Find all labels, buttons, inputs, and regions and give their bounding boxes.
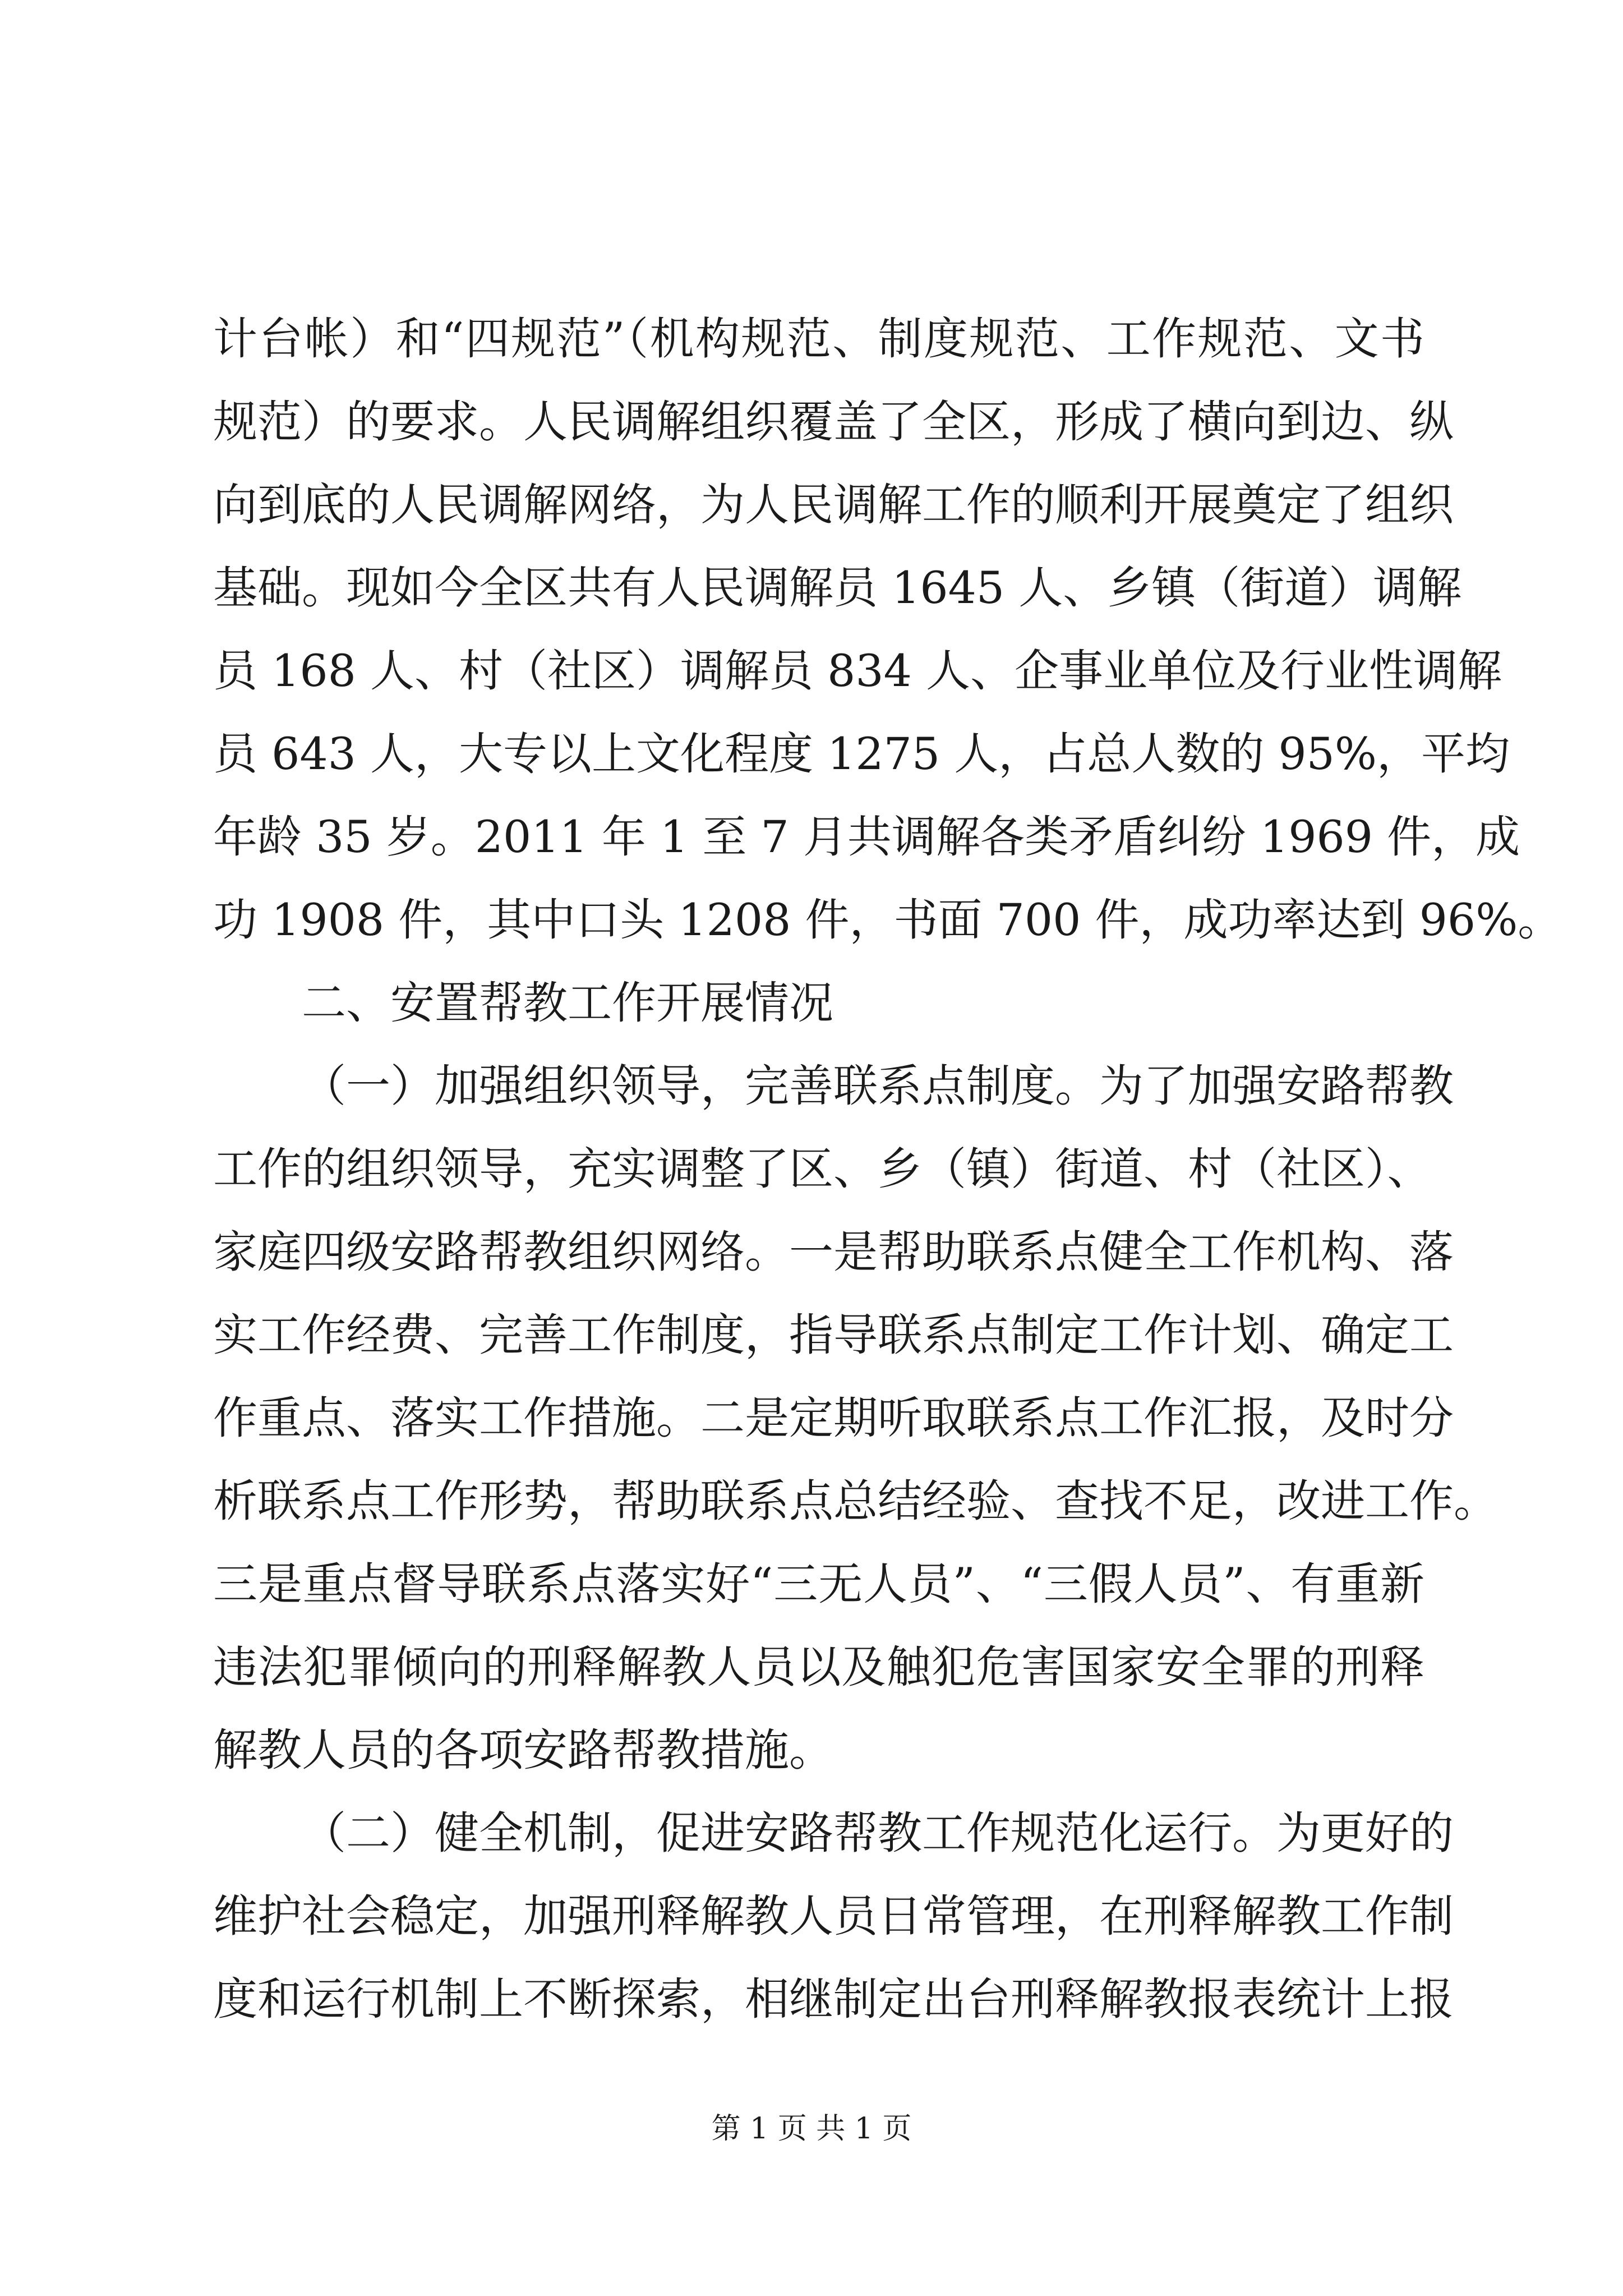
text-line: 作重点、落实工作措施。二是定期听取联系点工作汇报，及时分	[213, 1392, 1454, 1444]
text-line: 维护社会稳定，加强刑释解教人员日常管理，在刑释解教工作制	[213, 1890, 1454, 1942]
text-line: 功 1908 件，其中口头 1208 件，书面 700 件，成功率达到 96%。	[213, 894, 1562, 946]
text-line: 员 643 人，大专以上文化程度 1275 人，占总人数的 95%，平均	[213, 728, 1510, 780]
text-line: 基础。现如今全区共有人民调解员 1645 人、乡镇（街道）调解	[213, 562, 1462, 614]
text-line: 向到底的人民调解网络，为人民调解工作的顺利开展奠定了组织	[213, 479, 1454, 531]
text-line: 年龄 35 岁。2011 年 1 至 7 月共调解各类矛盾纠纷 1969 件，成	[213, 811, 1520, 863]
text-line: 度和运行机制上不断探索，相继制定出台刑释解教报表统计上报	[213, 1973, 1454, 2025]
text-line: 解教人员的各项安路帮教措施。	[213, 1724, 833, 1776]
text-line: 计台帐）和“四规范”（机构规范、制度规范、工作规范、文书	[213, 313, 1424, 365]
page-footer: 第 1 页 共 1 页	[711, 2112, 912, 2146]
text-line: 三是重点督导联系点落实好“三无人员”、“三假人员”、有重新	[213, 1558, 1424, 1610]
text-line: 规范）的要求。人民调解组织覆盖了全区，形成了横向到边、纵	[213, 396, 1454, 448]
text-line: 析联系点工作形势，帮助联系点总结经验、查找不足，改进工作。	[213, 1475, 1498, 1527]
text-line: 家庭四级安路帮教组织网络。一是帮助联系点健全工作机构、落	[213, 1226, 1454, 1278]
text-line: （二）健全机制，促进安路帮教工作规范化运行。为更好的	[302, 1807, 1454, 1859]
text-line: 实工作经费、完善工作制度，指导联系点制定工作计划、确定工	[213, 1309, 1454, 1361]
body-text	[213, 297, 1562, 2041]
text-line: （一）加强组织领导，完善联系点制度。为了加强安路帮教	[302, 1060, 1454, 1112]
text-line: 二、安置帮教工作开展情况	[302, 977, 833, 1029]
text-line: 员 168 人、村（社区）调解员 834 人、企事业单位及行业性调解	[213, 645, 1502, 697]
text-line: 工作的组织领导，充实调整了区、乡（镇）街道、村（社区）、	[213, 1143, 1432, 1195]
text-line: 违法犯罪倾向的刑释解教人员以及触犯危害国家安全罪的刑释	[213, 1641, 1424, 1693]
